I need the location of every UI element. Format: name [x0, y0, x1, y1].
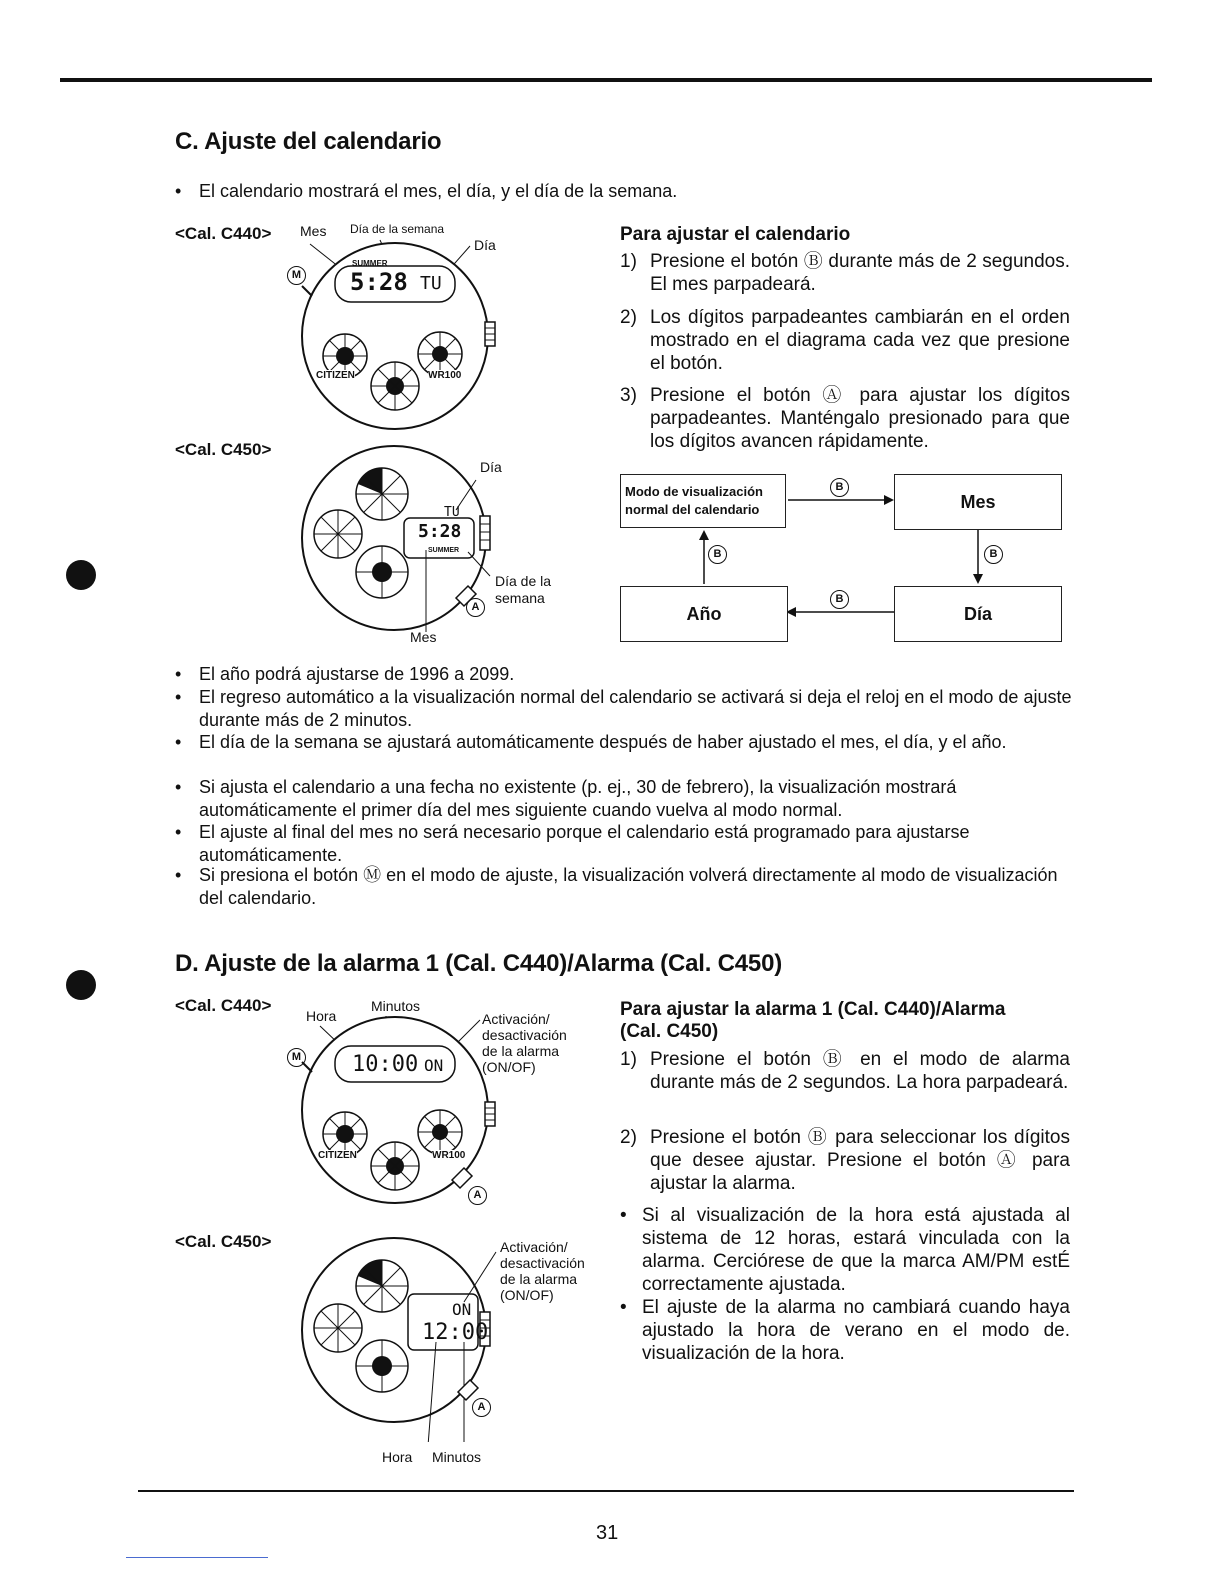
c450-alarm-label-act2: desactivación — [500, 1255, 585, 1271]
c450-button-a-marker: A — [466, 598, 485, 617]
alarm-label-act2: desactivación — [482, 1027, 567, 1043]
flow-box-ano: Año — [620, 586, 788, 642]
watch-c440-calendar-illustration — [280, 236, 500, 436]
c440-summer-indicator: SUMMER — [352, 259, 388, 268]
cal-c440-label: <Cal. C440> — [175, 224, 272, 243]
section-c-title: C. Ajuste del calendario — [175, 128, 442, 155]
alarm-label-act1: Activación/ — [482, 1011, 550, 1027]
footer-link-underline — [126, 1557, 268, 1558]
alarm-label-hora: Hora — [306, 1008, 337, 1024]
label-dia-semana: Día de la semana — [350, 222, 445, 236]
cal-c450-label: <Cal. C450> — [175, 440, 272, 459]
section-d-title: D. Ajuste de la alarma 1 (Cal. C440)/Alarma (Cal. C450) — [175, 950, 783, 977]
page-number: 31 — [596, 1522, 619, 1544]
label-dia: Día — [474, 237, 496, 253]
c450-alarm-label-act3: de la alarma — [500, 1271, 578, 1287]
c450-label-semana: semana — [495, 590, 545, 606]
flow-box-mes: Mes — [894, 474, 1062, 530]
c440-water-resist: WR100 — [428, 370, 462, 381]
top-rule — [60, 78, 1152, 82]
c450-alarm-label-hora: Hora — [382, 1449, 413, 1465]
alarm-cal-c440-label: <Cal. C440> — [175, 996, 272, 1015]
flow-b-marker-3: B — [830, 590, 849, 609]
binder-hole-lower — [66, 970, 96, 1000]
c450-alarm-label-minutos: Minutos — [432, 1449, 482, 1465]
c450-alarm-label-act4: (ON/OF) — [500, 1287, 554, 1303]
c450-calendar-digits: 5:28 — [418, 521, 462, 542]
c450-alarm-digits: 12:00 — [422, 1320, 489, 1345]
c450-alarm-button-a-marker: A — [472, 1398, 491, 1417]
flow-b-marker-1: B — [830, 478, 849, 497]
c440-alarm-on-indicator: ON — [424, 1056, 444, 1075]
alarm-label-act3: de la alarma — [482, 1043, 560, 1059]
alarm-cal-c450-label: <Cal. C450> — [175, 1232, 272, 1251]
c450-summer-indicator: SUMMER — [428, 547, 460, 554]
watch-c440-alarm-illustration — [280, 1010, 500, 1210]
alarm-procedure-title: Para ajustar la alarma 1 (Cal. C440)/Alarma (Cal. C450) — [620, 999, 1006, 1042]
flow-box-dia: Día — [894, 586, 1062, 642]
alarm-button-a-marker: A — [468, 1186, 487, 1205]
c440-brand: CITIZEN — [316, 370, 355, 381]
button-m-marker: M — [287, 266, 306, 285]
c450-label-dia-de-la: Día de la — [495, 573, 552, 589]
c450-day-of-week: TU — [444, 505, 460, 520]
alarm-label-minutos: Minutos — [371, 998, 421, 1014]
binder-hole-upper — [66, 560, 96, 590]
c450-label-mes: Mes — [410, 629, 437, 645]
c440-alarm-water-resist: WR100 — [432, 1150, 466, 1161]
c450-alarm-on-indicator: ON — [452, 1300, 472, 1319]
calendar-procedure-title: Para ajustar el calendario — [620, 224, 851, 245]
c440-day-of-week: TU — [420, 273, 442, 294]
alarm-label-act4: (ON/OF) — [482, 1059, 536, 1075]
c440-alarm-digits: 10:00 — [352, 1052, 419, 1077]
alarm-button-m-marker: M — [287, 1048, 306, 1067]
c440-alarm-brand: CITIZEN — [318, 1150, 357, 1161]
c440-calendar-digits: 5:28 — [350, 268, 408, 296]
flow-b-marker-4: B — [708, 545, 727, 564]
flow-b-marker-2: B — [984, 545, 1003, 564]
bottom-rule — [138, 1490, 1074, 1492]
c450-alarm-label-act1: Activación/ — [500, 1239, 568, 1255]
label-mes: Mes — [300, 223, 327, 239]
c450-label-dia: Día — [480, 459, 502, 475]
flow-box-modo-normal: Modo de visualización normal del calendario — [620, 474, 786, 528]
